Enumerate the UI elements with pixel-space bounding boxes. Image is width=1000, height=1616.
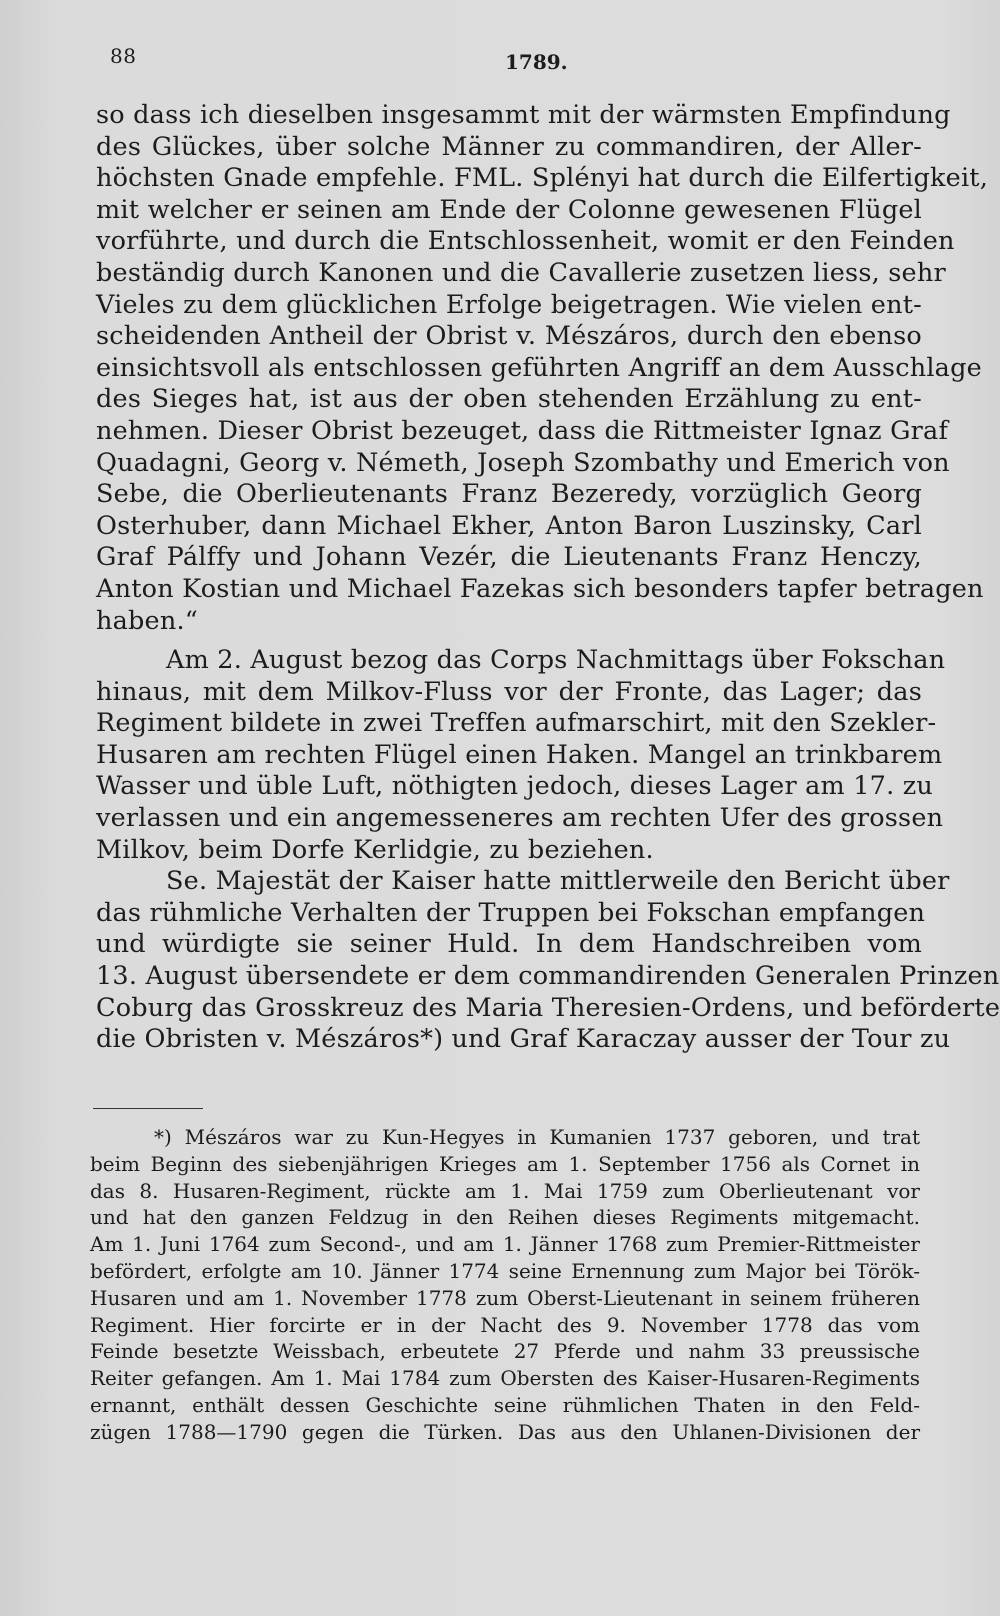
text-line: nehmen. Dieser Obrist bezeuget, dass die Rittmeister Ignaz Graf [96,415,949,446]
running-head-year: 1789. [505,50,568,74]
page-number: 88 [110,44,137,68]
text-line: hinaus, mit dem Milkov-Fluss vor der Fronte, das Lager; das [96,676,922,707]
text-line: des Glückes, über solche Männer zu commandiren, der Aller- [96,131,922,162]
footnote-line: *) Mészáros war zu Kun-Hegyes in Kumanien 1737 geboren, und trat [154,1125,920,1149]
text-line: Husaren am rechten Flügel einen Haken. Mangel an trinkbarem [96,739,943,770]
text-line: Graf Pálffy und Johann Vezér, die Lieutenants Franz Henczy, [96,542,922,573]
text-line: haben.“ [96,605,199,636]
text-line: das rühmliche Verhalten der Truppen bei Fokschan empfangen [96,897,926,928]
footnote [90,1124,920,1446]
footnote-line: Regiment. Hier forcirte er in der Nacht des 9. November 1778 das vom [90,1312,920,1337]
text-line: vorführte, und durch die Entschlossenheit, womit er den Feinden [96,226,955,257]
main-text [96,100,1000,1056]
text-line: Anton Kostian und Michael Fazekas sich besonders tapfer betragen [96,573,984,604]
text-line: so dass ich dieselben insgesammt mit der wärmsten Empfindung [96,100,951,130]
footnote-line: befördert, erfolgte am 10. Jänner 1774 seine Ernennung zum Major bei Török- [90,1258,920,1283]
footnote-line: Husaren und am 1. November 1778 zum Oberst-Lieutenant in seinem früheren [90,1285,920,1310]
page-header [110,44,930,84]
footnote-line: beim Beginn des siebenjährigen Krieges am 1. September 1756 als Cornet in [90,1151,920,1176]
text-line: die Obristen v. Mészáros*) und Graf Karaczay ausser der Tour zu [96,1024,951,1055]
text-line: Osterhuber, dann Michael Ekher, Anton Baron Luszinsky, Carl [96,510,922,541]
text-line: des Sieges hat, ist aus der oben stehenden Erzählung zu ent- [96,384,922,415]
text-line: Coburg das Grosskreuz des Maria Theresien-Ordens, und beförderte [96,992,1000,1023]
text-line: 13. August übersendete er dem commandirenden Generalen Prinzen [96,961,1000,992]
footnote-line: Reiter gefangen. Am 1. Mai 1784 zum Obersten des Kaiser-Husaren-Regiments [90,1366,920,1391]
footnote-line: ernannt, enthält dessen Geschichte seine rühmlichen Thaten in den Feld- [90,1392,920,1417]
text-line: beständig durch Kanonen und die Cavallerie zusetzen liess, sehr [96,257,946,288]
text-line: Milkov, beim Dorfe Kerlidgie, zu beziehen. [96,834,654,865]
text-line: verlassen und ein angemesseneres am rechten Ufer des grossen [96,803,944,834]
footnote-separator [93,1108,203,1109]
text-line: mit welcher er seinen am Ende der Colonne gewesenen Flügel [96,194,922,225]
text-line: Wasser und üble Luft, nöthigten jedoch, dieses Lager am 17. zu [96,771,933,802]
text-line: Quadagni, Georg v. Németh, Joseph Szombathy und Emerich von [96,447,950,478]
text-line: einsichtsvoll als entschlossen geführten Angriff an dem Ausschlage [96,352,982,383]
text-line: Am 2. August bezog das Corps Nachmittags über Fokschan [166,645,946,676]
text-line: und würdigte sie seiner Huld. In dem Handschreiben vom [96,929,922,960]
footnote-line: und hat den ganzen Feldzug in den Reihen dieses Regiments mitgemacht. [90,1205,920,1230]
footnote-line: Am 1. Juni 1764 zum Second-, und am 1. Jänner 1768 zum Premier-Rittmeister [90,1232,920,1257]
text-line: Sebe, die Oberlieutenants Franz Bezeredy, vorzüglich Georg [96,479,922,510]
text-line: Se. Majestät der Kaiser hatte mittlerweile den Bericht über [166,866,950,897]
text-line: höchsten Gnade empfehle. FML. Splényi hat durch die Eilfertigkeit, [96,163,989,194]
text-line: scheidenden Antheil der Obrist v. Mészáros, durch den ebenso [96,321,922,352]
footnote-line: das 8. Husaren-Regiment, rückte am 1. Mai 1759 zum Oberlieutenant vor [90,1178,920,1203]
text-line: Regiment bildete in zwei Treffen aufmarschirt, mit den Szekler- [96,708,937,739]
footnote-line: zügen 1788—1790 gegen die Türken. Das aus den Uhlanen-Divisionen der [90,1419,920,1444]
footnote-line: Feinde besetzte Weissbach, erbeutete 27 Pferde und nahm 33 preussische [90,1339,920,1364]
text-line: Vieles zu dem glücklichen Erfolge beigetragen. Wie vielen ent- [96,289,922,320]
